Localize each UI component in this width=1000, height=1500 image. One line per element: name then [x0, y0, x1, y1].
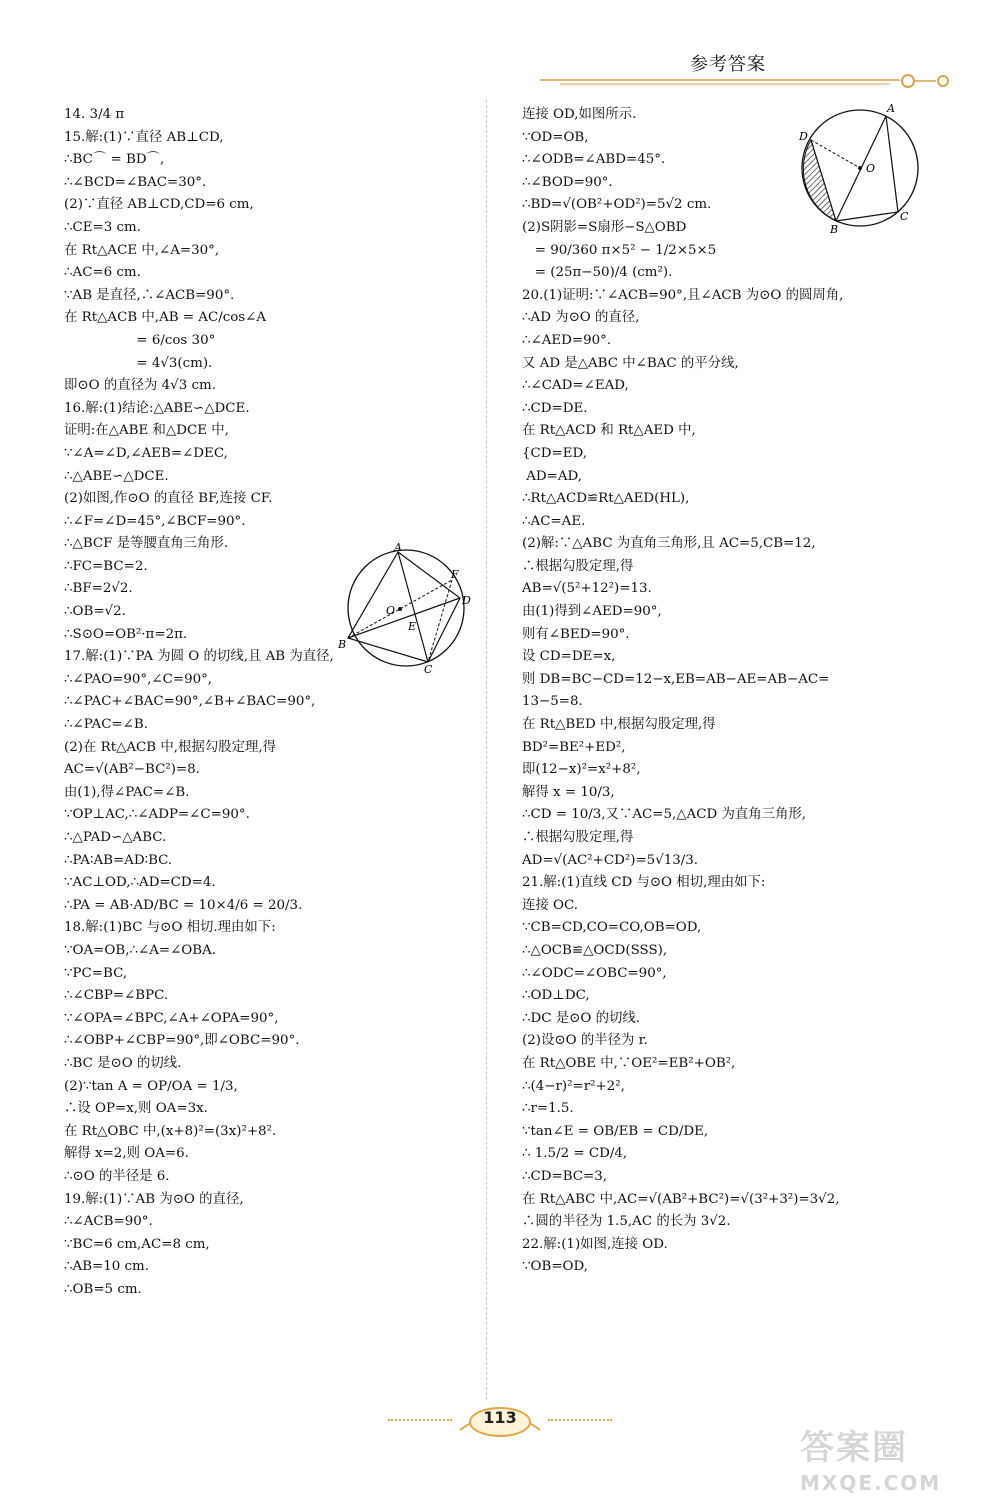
answer-line: ∴CD=DE. [522, 400, 588, 416]
answer-line: = 6/cos 30° [64, 332, 216, 348]
answer-line: ∵PC=BC, [64, 965, 128, 981]
answer-line: (2)∵tan A = OP/OA = 1/3, [64, 1078, 238, 1094]
watermark [800, 1420, 990, 1495]
answer-line: ∵OA=OB,∴∠A=∠OBA. [64, 942, 217, 958]
answer-line: ∴ 1.5/2 = CD/4, [522, 1146, 628, 1162]
answer-line: ∴∠CAD=∠EAD, [522, 378, 629, 394]
page-number-badge [452, 1400, 548, 1440]
answer-line: ∴AC=6 cm. [64, 265, 141, 281]
answer-line: (2)在 Rt△ACB 中,根据勾股定理,得 [64, 739, 277, 755]
right-column [522, 104, 942, 1279]
label-c: C [424, 663, 433, 676]
answer-line: ∴CE=3 cm. [64, 219, 141, 235]
answer-line: 解得 x=2,则 OA=6. [64, 1146, 189, 1162]
answer-line: AD=√(AC²+CD²)=5√13/3. [522, 852, 699, 868]
answer-line: ∴∠CBP=∠BPC. [64, 988, 169, 1004]
answer-line: ∵CB=CD,CO=CO,OB=OD, [522, 920, 702, 936]
answer-line: ∴∠AED=90°. [522, 332, 612, 348]
label-b: B [338, 638, 347, 651]
answer-line: 在 Rt△ABC 中,AC=√(AB²+BC²)=√(3²+3²)=3√2, [522, 1191, 840, 1207]
figure-problem-16 [338, 540, 474, 676]
page-header [540, 48, 960, 98]
answer-line: ∵OD=OB, [522, 129, 589, 145]
answer-line: ∴设 OP=x,则 OA=3x. [64, 1101, 208, 1117]
answer-line: ∴DC 是⊙O 的切线. [522, 1010, 641, 1026]
answer-line: ∴△OCB≌△OCD(SSS), [522, 942, 668, 958]
figure-problem-19 [794, 100, 929, 235]
answer-line: 21.解:(1)直线 CD 与⊙O 相切,理由如下: [522, 875, 766, 891]
label-o: O [386, 604, 396, 617]
answer-line: ∴根据勾股定理,得 [522, 558, 634, 574]
answer-line: ∴根据勾股定理,得 [522, 830, 634, 845]
page-number-dots-left [388, 1419, 452, 1421]
answer-line: 19.解:(1)∵AB 为⊙O 的直径, [64, 1191, 244, 1207]
label-f: F [451, 568, 459, 581]
answer-line: ∴∠BCD=∠BAC=30°. [64, 174, 207, 190]
answer-line: AC=√(AB²−BC²)=8. [64, 762, 200, 778]
label-e: E [408, 620, 417, 633]
answer-line: ∴BF=2√2. [64, 581, 133, 597]
answer-line: 18.解:(1)BC 与⊙O 相切.理由如下: [64, 920, 276, 936]
answer-line: ∴△PAD∽△ABC. [64, 830, 167, 845]
answer-line: 在 Rt△ACB 中,AB = AC/cos∠A [64, 310, 267, 326]
label-b: B [830, 223, 839, 235]
answer-line: ∴∠ODC=∠OBC=90°, [522, 965, 667, 981]
answer-line: {CD=ED, [522, 445, 588, 461]
answer-line: ∵OP⊥AC,∴∠ADP=∠C=90°. [64, 807, 250, 823]
answer-line: 证明:在△ABE 和△DCE 中, [64, 423, 229, 439]
header-title: 参考答案 [690, 54, 766, 75]
answer-line: (2)设⊙O 的半径为 r. [522, 1033, 648, 1049]
answer-line: ∴AC=AE. [522, 513, 586, 529]
answer-line: 在 Rt△ACE 中,∠A=30°, [64, 242, 220, 258]
answer-line: ∴∠F=∠D=45°,∠BCF=90°. [64, 513, 246, 529]
answer-line: 在 Rt△OBC 中,(x+8)²=(3x)²+8². [64, 1123, 277, 1139]
answer-line: ∴⊙O 的半径是 6. [64, 1168, 170, 1184]
answer-line: ∴BC⌒ = BD⌒, [64, 152, 165, 168]
watermark-url: MXQE.COM [800, 1471, 942, 1495]
answer-line: ∴CD = 10/3,又∵AC=5,△ACD 为直角三角形, [522, 807, 807, 823]
quadrilateral [348, 552, 460, 662]
answer-line: 即(12−x)²=x²+8², [522, 762, 641, 778]
segment-bc [836, 212, 898, 221]
answer-line: ∴CD=BC=3, [522, 1168, 608, 1184]
answer-line: ∴∠ACB=90°. [64, 1214, 153, 1230]
label-o: O [866, 162, 876, 175]
page-number-dots-right [548, 1419, 612, 1421]
answer-line: AD=AD, [522, 468, 583, 484]
answer-line: ∴△BCF 是等腰直角三角形. [64, 536, 229, 552]
answer-line: ∴OB=5 cm. [64, 1281, 142, 1297]
label-a: A [394, 541, 402, 554]
answer-line: = 90/360 π×5² − 1/2×5×5 [522, 242, 717, 258]
answer-line: ∴FC=BC=2. [64, 558, 148, 574]
answer-line: (2)如图,作⊙O 的直径 BF,连接 CF. [64, 491, 273, 507]
segment-ac [398, 552, 428, 662]
watermark-logo-text: 答案圈 [800, 1428, 908, 1468]
left-column [64, 104, 469, 1301]
answer-line: = 4√3(cm). [64, 355, 213, 371]
answer-line: 由(1),得∠PAC=∠B. [64, 784, 190, 800]
answer-line: ∴∠OBP+∠CBP=90°,即∠OBC=90°. [64, 1033, 300, 1049]
answer-line: 15.解:(1)∵直径 AB⊥CD, [64, 129, 224, 145]
answer-line: 17.解:(1)∵PA 为圆 O 的切线,且 AB 为直径, [64, 649, 334, 665]
answer-line: ∵AB 是直径,∴∠ACB=90°. [64, 287, 235, 303]
column-divider [486, 100, 487, 1400]
answer-line: (2)解:∵△ABC 为直角三角形,且 AC=5,CB=12, [522, 536, 816, 552]
answer-line: ∴OB=√2. [64, 604, 126, 620]
answer-line: ∴S⊙O=OB²·π=2π. [64, 626, 188, 642]
segment-ac [886, 116, 898, 212]
answer-line: ∴OD⊥DC, [522, 988, 590, 1004]
page-number: 113 [483, 1408, 517, 1427]
answer-line: 连接 OC. [522, 897, 579, 913]
answer-line: ∵OB=OD, [522, 1259, 589, 1275]
answer-line: ∴∠BOD=90°. [522, 174, 613, 190]
answer-line: 由(1)得到∠AED=90°, [522, 604, 662, 620]
answer-line: (2)∵直径 AB⊥CD,CD=6 cm, [64, 197, 254, 213]
answer-line: = (25π−50)/4 (cm²). [522, 265, 673, 281]
header-ornament [540, 68, 960, 98]
label-a: A [887, 102, 895, 115]
answer-line: 13−5=8. [522, 694, 583, 710]
answer-line: ∴∠PAO=90°,∠C=90°, [64, 671, 213, 687]
answer-line: 20.(1)证明:∵∠ACB=90°,且∠ACB 为⊙O 的圆周角, [522, 287, 844, 303]
answer-line: AB=√(5²+12²)=13. [522, 581, 652, 597]
answer-line: ∴r=1.5. [522, 1101, 574, 1117]
answer-line: (2)S阴影=S扇形−S△OBD [522, 219, 687, 235]
answer-line: 即⊙O 的直径为 4√3 cm. [64, 378, 216, 394]
answer-line: ∴(4−r)²=r²+2², [522, 1078, 625, 1094]
answer-line: ∴BC 是⊙O 的切线. [64, 1055, 182, 1071]
label-c: C [900, 210, 909, 223]
answer-line: 16.解:(1)结论:△ABE∽△DCE. [64, 400, 250, 416]
answer-line: BD²=BE²+ED², [522, 739, 626, 755]
answer-line: ∵∠OPA=∠BPC,∠A+∠OPA=90°, [64, 1010, 279, 1026]
answer-line: 则有∠BED=90°. [522, 626, 630, 642]
label-d: D [799, 130, 808, 143]
answer-line: ∵AC⊥OD,∴AD=CD=4. [64, 875, 216, 891]
answer-line: 在 Rt△ACD 和 Rt△AED 中, [522, 423, 696, 439]
answer-line: ∴AD 为⊙O 的直径, [522, 310, 640, 326]
answer-line: 14. 3/4 π [64, 107, 125, 122]
answer-line: 又 AD 是△ABC 中∠BAC 的平分线, [522, 355, 739, 371]
answer-line: ∴△ABE∽△DCE. [64, 468, 169, 484]
answer-line: 在 Rt△OBE 中,∵OE²=EB²+OB², [522, 1055, 736, 1071]
answer-line: 则 DB=BC−CD=12−x,EB=AB−AE=AB−AC= [522, 671, 830, 687]
answer-line: ∴BD=√(OB²+OD²)=5√2 cm. [522, 197, 712, 213]
answer-line: 设 CD=DE=x, [522, 649, 616, 665]
answer-line: ∴PA = AB·AD/BC = 10×4/6 = 20/3. [64, 897, 303, 913]
answer-line: ∴圆的半径为 1.5,AC 的长为 3√2. [522, 1214, 731, 1230]
answer-line: 22.解:(1)如图,连接 OD. [522, 1236, 668, 1252]
answer-line: ∴AB=10 cm. [64, 1259, 149, 1275]
answer-line: 在 Rt△BED 中,根据勾股定理,得 [522, 717, 716, 733]
answer-line: ∴∠PAC=∠B. [64, 717, 148, 733]
answer-line: ∵tan∠E = OB/EB = CD/DE, [522, 1123, 709, 1139]
answer-line: ∴∠PAC+∠BAC=90°,∠B+∠BAC=90°, [64, 694, 316, 710]
answer-line: ∴∠ODB=∠ABD=45°. [522, 152, 666, 168]
answer-line: ∵BC=6 cm,AC=8 cm, [64, 1236, 210, 1252]
answer-line: ∴PA∶AB=AD∶BC. [64, 852, 173, 868]
label-d: D [462, 594, 471, 607]
answer-line: 解得 x = 10/3, [522, 784, 615, 800]
shaded-region [803, 140, 836, 221]
answer-line: 连接 OD,如图所示. [522, 107, 637, 122]
answer-line: ∴Rt△ACD≌Rt△AED(HL), [522, 491, 690, 507]
answer-line: ∵∠A=∠D,∠AEB=∠DEC, [64, 445, 228, 461]
